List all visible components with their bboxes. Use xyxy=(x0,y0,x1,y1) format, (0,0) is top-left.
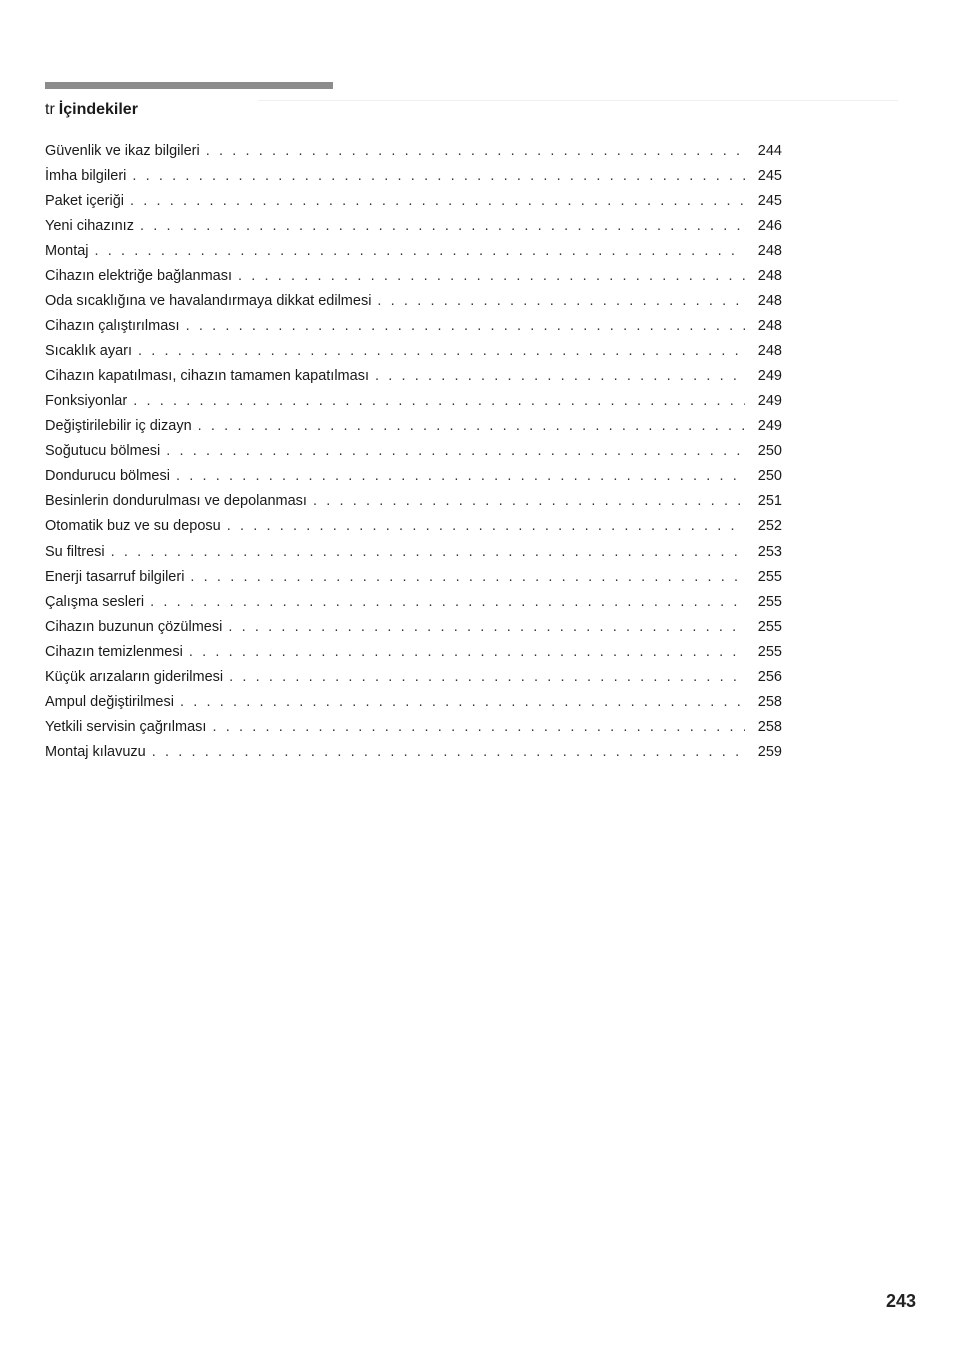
toc-entry-label: Fonksiyonlar xyxy=(45,393,128,410)
toc-entry[interactable] xyxy=(45,542,782,567)
toc-entry-label: Yeni cihazınız xyxy=(45,218,134,235)
header-rule xyxy=(258,100,898,101)
toc-entry-page: 246 xyxy=(757,218,782,235)
toc-entry-page: 252 xyxy=(757,518,782,535)
toc-entry-label: Oda sıcaklığına ve havalandırmaya dikkat edilmesi xyxy=(45,293,372,310)
toc-dot-leader xyxy=(227,516,745,536)
toc-entry-label: Cihazın temizlenmesi xyxy=(45,643,183,660)
toc-dot-leader xyxy=(130,191,745,211)
toc-entry-page: 245 xyxy=(757,193,782,210)
toc-entry[interactable] xyxy=(45,266,782,291)
page-title xyxy=(45,100,138,120)
toc-dot-leader xyxy=(313,491,745,511)
toc-dot-leader xyxy=(180,692,745,712)
toc-entry[interactable] xyxy=(45,742,782,767)
toc-entry-label: Ampul değiştirilmesi xyxy=(45,693,174,710)
toc-entry-page: 250 xyxy=(757,468,782,485)
toc-entry[interactable] xyxy=(45,241,782,266)
toc-entry[interactable] xyxy=(45,466,782,491)
toc-entry[interactable] xyxy=(45,441,782,466)
toc-entry[interactable] xyxy=(45,642,782,667)
toc-dot-leader xyxy=(229,667,745,687)
toc-dot-leader xyxy=(138,341,745,361)
toc-entry-label: Çalışma sesleri xyxy=(45,593,145,610)
toc-entry-page: 259 xyxy=(757,743,782,760)
toc-entry-page: 248 xyxy=(757,343,782,360)
toc-entry[interactable] xyxy=(45,141,782,166)
toc-entry[interactable] xyxy=(45,291,782,316)
toc-entry[interactable] xyxy=(45,341,782,366)
toc-entry[interactable] xyxy=(45,717,782,742)
toc-dot-leader xyxy=(206,141,745,161)
toc-entry-label: Güvenlik ve ikaz bilgileri xyxy=(45,143,200,159)
toc-entry-page: 251 xyxy=(757,493,782,510)
toc-entry-label: Paket içeriği xyxy=(45,193,124,210)
toc-dot-leader xyxy=(212,717,745,737)
toc-entry-label: Besinlerin dondurulması ve depolanması xyxy=(45,493,307,510)
toc-entry[interactable] xyxy=(45,316,782,341)
toc-entry[interactable] xyxy=(45,191,782,216)
toc-entry-page: 248 xyxy=(757,318,782,335)
toc-entry-label: Montaj kılavuzu xyxy=(45,743,146,760)
toc-entry-label: İmha bilgileri xyxy=(45,168,127,185)
toc-dot-leader xyxy=(132,166,745,186)
toc-dot-leader xyxy=(377,291,745,311)
toc-entry[interactable] xyxy=(45,416,782,441)
toc-entry-page: 249 xyxy=(757,418,782,435)
toc-entry-page: 255 xyxy=(757,643,782,660)
toc-entry-page: 248 xyxy=(757,268,782,285)
toc-entry[interactable] xyxy=(45,567,782,592)
toc-dot-leader xyxy=(198,416,745,436)
toc-entry-page: 258 xyxy=(757,693,782,710)
header-accent-bar xyxy=(45,82,333,89)
toc-entry-page: 245 xyxy=(757,168,782,185)
toc-entry-label: Değiştirilebilir iç dizayn xyxy=(45,418,192,435)
toc-entry-label: Cihazın kapatılması, cihazın tamamen kapatılması xyxy=(45,368,369,385)
toc-entry-label: Cihazın çalıştırılması xyxy=(45,318,180,335)
toc-entry-label: Montaj xyxy=(45,243,89,260)
toc-entry-label: Dondurucu bölmesi xyxy=(45,468,170,485)
toc-entry[interactable] xyxy=(45,692,782,717)
toc-entry-page: 258 xyxy=(757,718,782,735)
toc-entry[interactable] xyxy=(45,516,782,541)
toc-entry[interactable] xyxy=(45,617,782,642)
toc-dot-leader xyxy=(190,567,745,587)
toc-entry-label: Yetkili servisin çağrılması xyxy=(45,718,207,735)
toc-entry-label: Küçük arızaların giderilmesi xyxy=(45,668,224,685)
toc-entry-page: 248 xyxy=(757,293,782,310)
toc-dot-leader xyxy=(375,366,745,386)
toc-entry[interactable] xyxy=(45,166,782,191)
toc-entry-page: 249 xyxy=(757,393,782,410)
toc-entry-page: 244 xyxy=(757,143,782,159)
toc-heading: İçindekiler xyxy=(58,101,138,118)
page-number: 243 xyxy=(885,1291,916,1311)
toc-dot-leader xyxy=(152,742,745,762)
toc-entry-label: Soğutucu bölmesi xyxy=(45,443,161,460)
toc-entry-label: Sıcaklık ayarı xyxy=(45,343,133,360)
toc-dot-leader xyxy=(150,592,745,612)
toc-entry-label: Otomatik buz ve su deposu xyxy=(45,518,221,535)
toc-entry-page: 255 xyxy=(757,568,782,585)
toc-entry[interactable] xyxy=(45,391,782,416)
toc-entry-page: 250 xyxy=(757,443,782,460)
toc-dot-leader xyxy=(133,391,745,411)
toc-entry[interactable] xyxy=(45,491,782,516)
toc-entry-page: 253 xyxy=(757,543,782,560)
toc-entry-page: 255 xyxy=(757,593,782,610)
toc-entry-label: Cihazın elektriğe bağlanması xyxy=(45,268,232,285)
toc-dot-leader xyxy=(166,441,745,461)
toc-entry-page: 256 xyxy=(757,668,782,685)
toc-dot-leader xyxy=(176,466,745,486)
toc-entry-label: Su filtresi xyxy=(45,543,105,560)
toc-dot-leader xyxy=(238,266,745,286)
toc-dot-leader xyxy=(228,617,745,637)
toc-entry[interactable] xyxy=(45,592,782,617)
toc-dot-leader xyxy=(140,216,745,236)
toc-entry-page: 249 xyxy=(757,368,782,385)
toc-dot-leader xyxy=(189,642,745,662)
table-of-contents xyxy=(45,141,782,767)
toc-dot-leader xyxy=(186,316,745,336)
toc-dot-leader xyxy=(95,241,745,261)
toc-entry[interactable] xyxy=(45,216,782,241)
toc-entry-label: Enerji tasarruf bilgileri xyxy=(45,568,185,585)
toc-entry-page: 255 xyxy=(757,618,782,635)
language-code: tr xyxy=(45,101,55,118)
toc-entry-label: Cihazın buzunun çözülmesi xyxy=(45,618,223,635)
toc-entry[interactable] xyxy=(45,667,782,692)
toc-entry-page: 248 xyxy=(757,243,782,260)
toc-dot-leader xyxy=(111,542,745,562)
toc-entry[interactable] xyxy=(45,366,782,391)
